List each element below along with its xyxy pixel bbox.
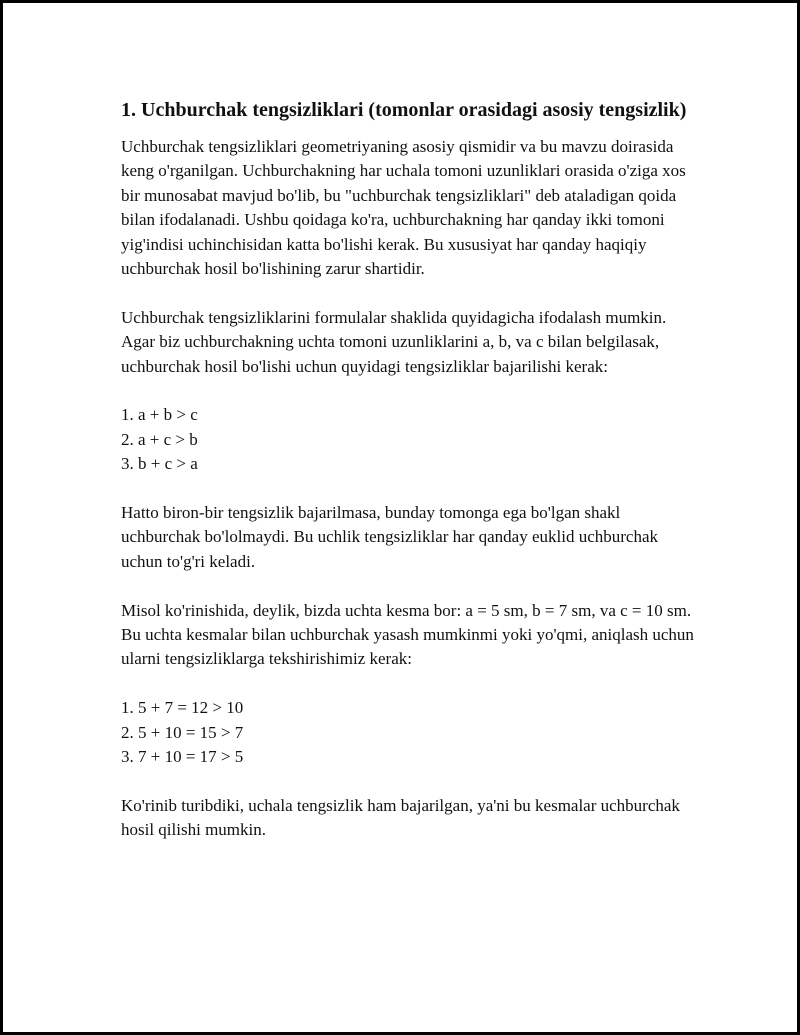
inequality-item: 1. a + b > c	[121, 405, 198, 425]
paragraph-condition: Hatto biron-bir tengsizlik bajarilmasa, bunday tomonga ega bo'lgan shakl uchburchak bo'lolmaydi. Bu uchlik tengsizliklar har qanday euklid uchburchak uchun to'g'ri keladi.	[121, 503, 658, 571]
check-list	[121, 696, 701, 769]
check-item: 3. 7 + 10 = 17 > 5	[121, 747, 244, 767]
inequality-item: 3. b + c > a	[121, 454, 198, 474]
document-content	[121, 95, 701, 867]
paragraph-intro: Uchburchak tengsizliklari geometriyaning asosiy qismidir va bu mavzu doirasida keng o'rganilgan. Uchburchakning har uchala tomoni uzunliklari orasida o'ziga xos bir munosabat mavjud bo'lib, bu "uchburchak tengsizliklari" deb ataladigan qoida bilan ifodalanadi. Ushbu qoidaga ko'ra, uchburchakning har qanday ikki tomoni yig'indisi uchinchisidan katta bo'lishi kerak. Bu xususiyat har qanday haqiqiy uchburchak hosil bo'lishining zarur shartidir.	[121, 137, 686, 279]
check-item: 1. 5 + 7 = 12 > 10	[121, 698, 244, 718]
inequality-item: 2. a + c > b	[121, 429, 198, 449]
inequality-list	[121, 403, 701, 476]
check-item: 2. 5 + 10 = 15 > 7	[121, 722, 244, 742]
section-heading: 1. Uchburchak tengsizliklari (tomonlar orasidagi asosiy tengsizlik)	[121, 99, 687, 121]
paragraph-formula-intro: Uchburchak tengsizliklarini formulalar shaklida quyidagicha ifodalash mumkin. Agar biz uchburchakning uchta tomoni uzunliklarini a, b, va c bilan belgilasak, uchburchak hosil bo'lishi uchun quyidagi tengsizliklar bajarilishi kerak:	[121, 307, 667, 376]
paragraph-conclusion: Ko'rinib turibdiki, uchala tengsizlik ham bajarilgan, ya'ni bu kesmalar uchburchak hosil qilishi mumkin.	[121, 795, 680, 840]
paragraph-example: Misol ko'rinishida, deylik, bizda uchta kesma bor: a = 5 sm, b = 7 sm, va c = 10 sm. Bu uchta kesmalar bilan uchburchak yasash mumkinmi yoki yo'qmi, aniqlash uchun ularni tengsizliklarga tekshirishimiz kerak:	[121, 600, 694, 669]
